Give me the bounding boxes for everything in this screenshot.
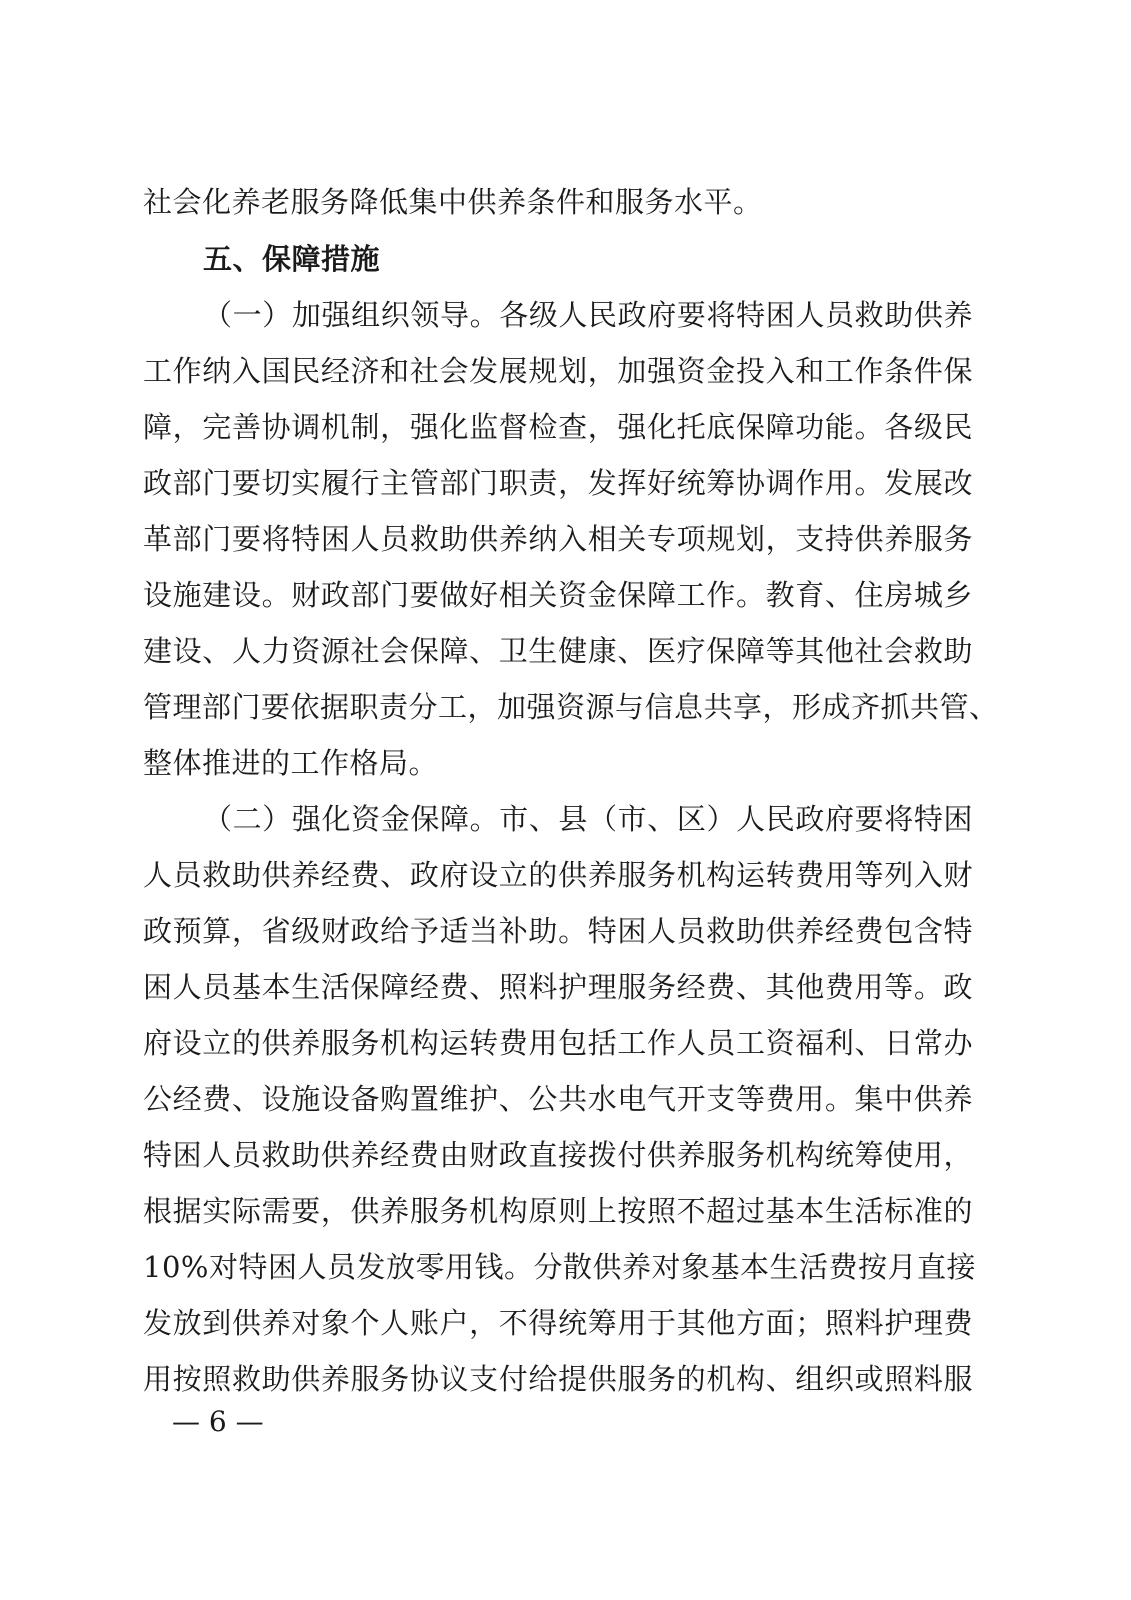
paragraph-line: 管理部门要依据职责分工，加强资源与信息共享，形成齐抓共管、 (143, 690, 999, 724)
paragraph-line: 10%对特困人员发放零用钱。分散供养对象基本生活费按月直接 (143, 1250, 976, 1284)
paragraph-line: 发放到供养对象个人账户，不得统筹用于其他方面；照料护理费 (143, 1306, 973, 1340)
paragraph-line: 建设、人力资源社会保障、卫生健康、医疗保障等其他社会救助 (143, 634, 973, 668)
paragraph-line: 公经费、设施设备购置维护、公共水电气开支等费用。集中供养 (143, 1082, 973, 1116)
paragraph-line: 困人员基本生活保障经费、照料护理服务经费、其他费用等。政 (143, 970, 973, 1004)
paragraph-line: 设施建设。财政部门要做好相关资金保障工作。教育、住房城乡 (143, 578, 973, 612)
paragraph-line: 工作纳入国民经济和社会发展规划，加强资金投入和工作条件保 (143, 354, 973, 388)
page-number: — 6 — (172, 1405, 264, 1438)
paragraph-line: 政预算，省级财政给予适当补助。特困人员救助供养经费包含特 (143, 914, 973, 948)
paragraph-line: 整体推进的工作格局。 (143, 746, 439, 780)
paragraph-line: 革部门要将特困人员救助供养纳入相关专项规划，支持供养服务 (143, 522, 973, 556)
paragraph-line: 障，完善协调机制，强化监督检查，强化托底保障功能。各级民 (143, 410, 973, 444)
paragraph-line: 用按照救助供养服务协议支付给提供服务的机构、组织或照料服 (143, 1362, 973, 1396)
paragraph-line: 府设立的供养服务机构运转费用包括工作人员工资福利、日常办 (143, 1026, 973, 1060)
paragraph-line: （二）强化资金保障。市、县（市、区）人民政府要将特困 (203, 802, 973, 836)
paragraph-line: 政部门要切实履行主管部门职责，发挥好统筹协调作用。发展改 (143, 466, 973, 500)
section-heading: 五、保障措施 (203, 242, 381, 276)
paragraph-line: 人员救助供养经费、政府设立的供养服务机构运转费用等列入财 (143, 858, 973, 892)
paragraph-line: （一）加强组织领导。各级人民政府要将特困人员救助供养 (203, 298, 973, 332)
paragraph-line: 根据实际需要，供养服务机构原则上按照不超过基本生活标准的 (143, 1194, 973, 1228)
paragraph-line: 特困人员救助供养经费由财政直接拨付供养服务机构统筹使用， (143, 1138, 973, 1172)
paragraph-line: 社会化养老服务降低集中供养条件和服务水平。 (143, 185, 763, 219)
